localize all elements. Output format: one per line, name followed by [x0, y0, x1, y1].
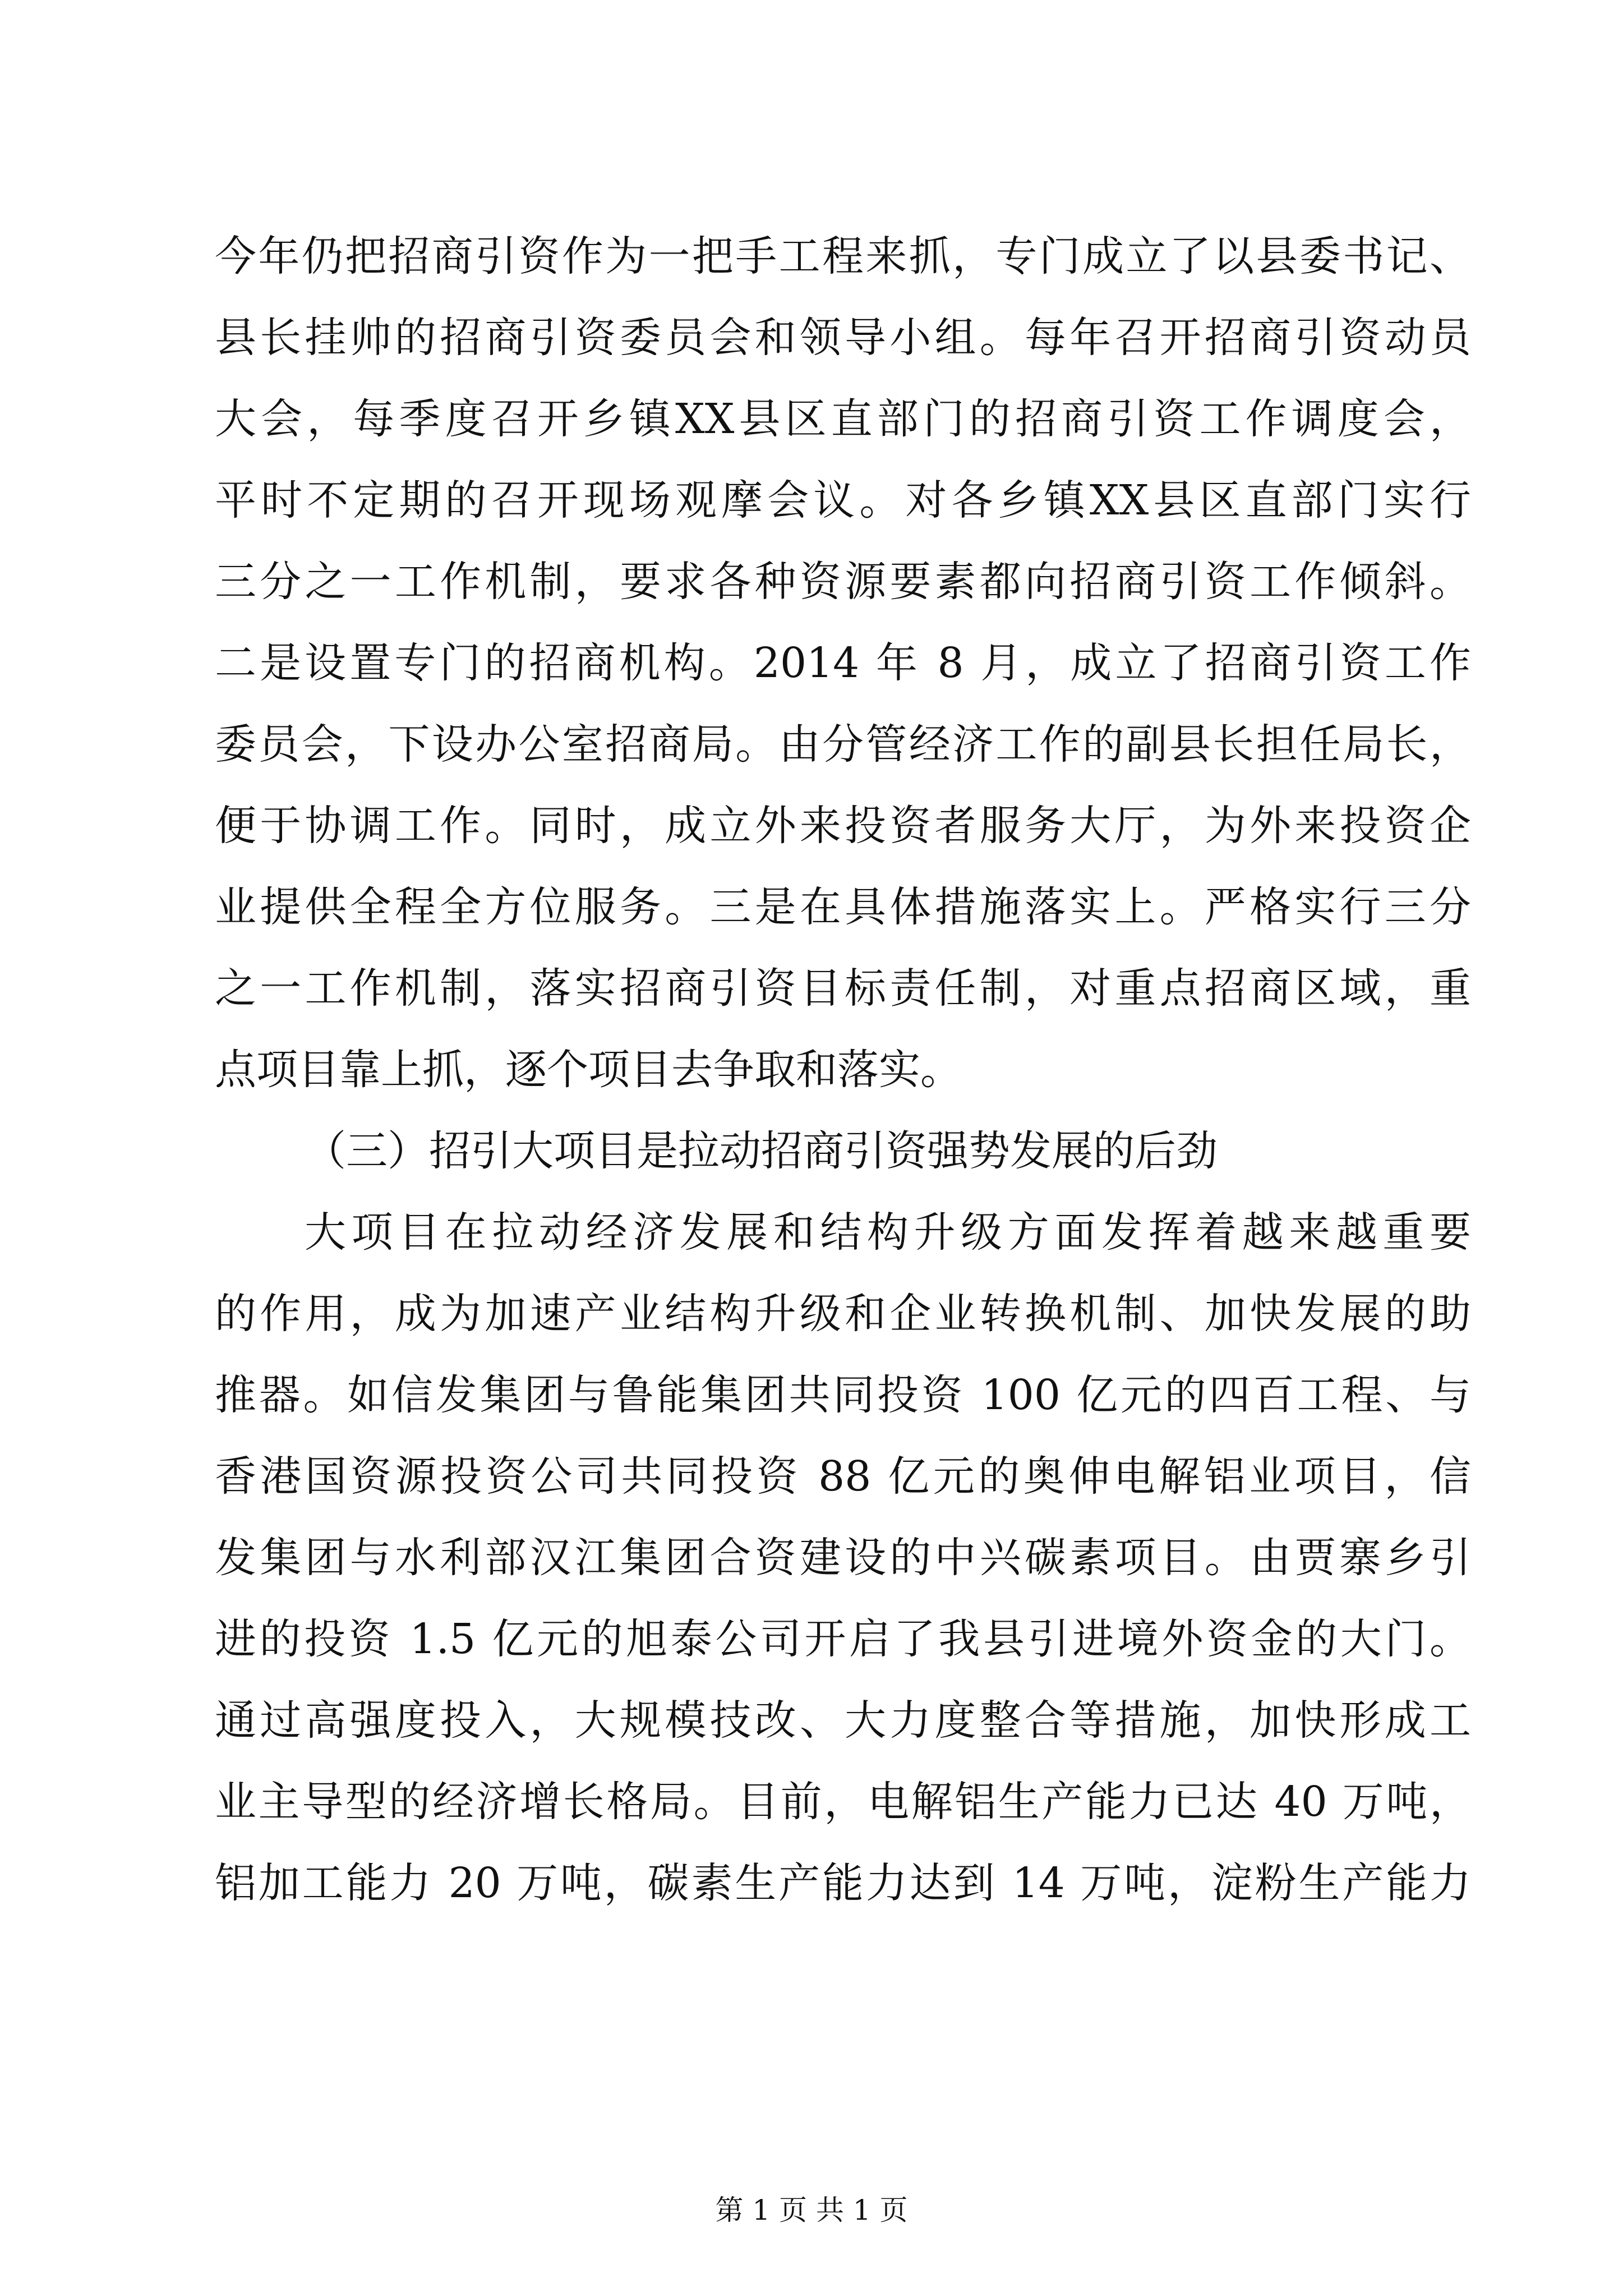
- text-line: 通过高强度投入，大规模技改、大力度整合等措施，加快形成工: [215, 1696, 1471, 1745]
- text-line: 香港国资源投资公司共同投资 88 亿元的奥伸电解铝业项目，信: [215, 1452, 1471, 1501]
- text-line: 便于协调工作。同时，成立外来投资者服务大厅，为外来投资企: [215, 802, 1471, 850]
- document-body: [215, 216, 1471, 1924]
- text-line: 今年仍把招商引资作为一把手工程来抓，专门成立了以县委书记、: [215, 232, 1471, 280]
- text-line: 推器。如信发集团与鲁能集团共同投资 100 亿元的四百工程、与: [215, 1371, 1471, 1419]
- paragraph-first-line: 大项目在拉动经济发展和结构升级方面发挥着越来越重要: [305, 1208, 1471, 1257]
- text-line: 平时不定期的召开现场观摩会议。对各乡镇XX县区直部门实行: [215, 476, 1471, 524]
- text-line: 铝加工能力 20 万吨，碳素生产能力达到 14 万吨，淀粉生产能力: [215, 1859, 1471, 1907]
- text-line: 的作用，成为加速产业结构升级和企业转换机制、加快发展的助: [215, 1290, 1471, 1338]
- section-heading: （三）招引大项目是拉动招商引资强势发展的后劲: [305, 1127, 1218, 1175]
- text-line: 点项目靠上抓，逐个项目去争取和落实。: [215, 1046, 962, 1094]
- page-footer: 第 1 页 共 1 页: [715, 2194, 908, 2226]
- text-line: 业主导型的经济增长格局。目前，电解铝生产能力已达 40 万吨，: [215, 1778, 1471, 1826]
- text-line: 三分之一工作机制，要求各种资源要素都向招商引资工作倾斜。: [215, 558, 1471, 606]
- text-line: 二是设置专门的招商机构。2014 年 8 月，成立了招商引资工作: [215, 639, 1471, 687]
- text-line: 大会，每季度召开乡镇XX县区直部门的招商引资工作调度会，: [215, 395, 1471, 443]
- text-line: 进的投资 1.5 亿元的旭泰公司开启了我县引进境外资金的大门。: [215, 1615, 1471, 1663]
- text-line: 之一工作机制，落实招商引资目标责任制，对重点招商区域，重: [215, 964, 1471, 1013]
- text-line: 委员会，下设办公室招商局。由分管经济工作的副县长担任局长，: [215, 720, 1471, 769]
- text-line: 业提供全程全方位服务。三是在具体措施落实上。严格实行三分: [215, 883, 1471, 931]
- text-line: 发集团与水利部汉江集团合资建设的中兴碳素项目。由贾寨乡引: [215, 1534, 1471, 1582]
- text-line: 县长挂帅的招商引资委员会和领导小组。每年召开招商引资动员: [215, 314, 1471, 362]
